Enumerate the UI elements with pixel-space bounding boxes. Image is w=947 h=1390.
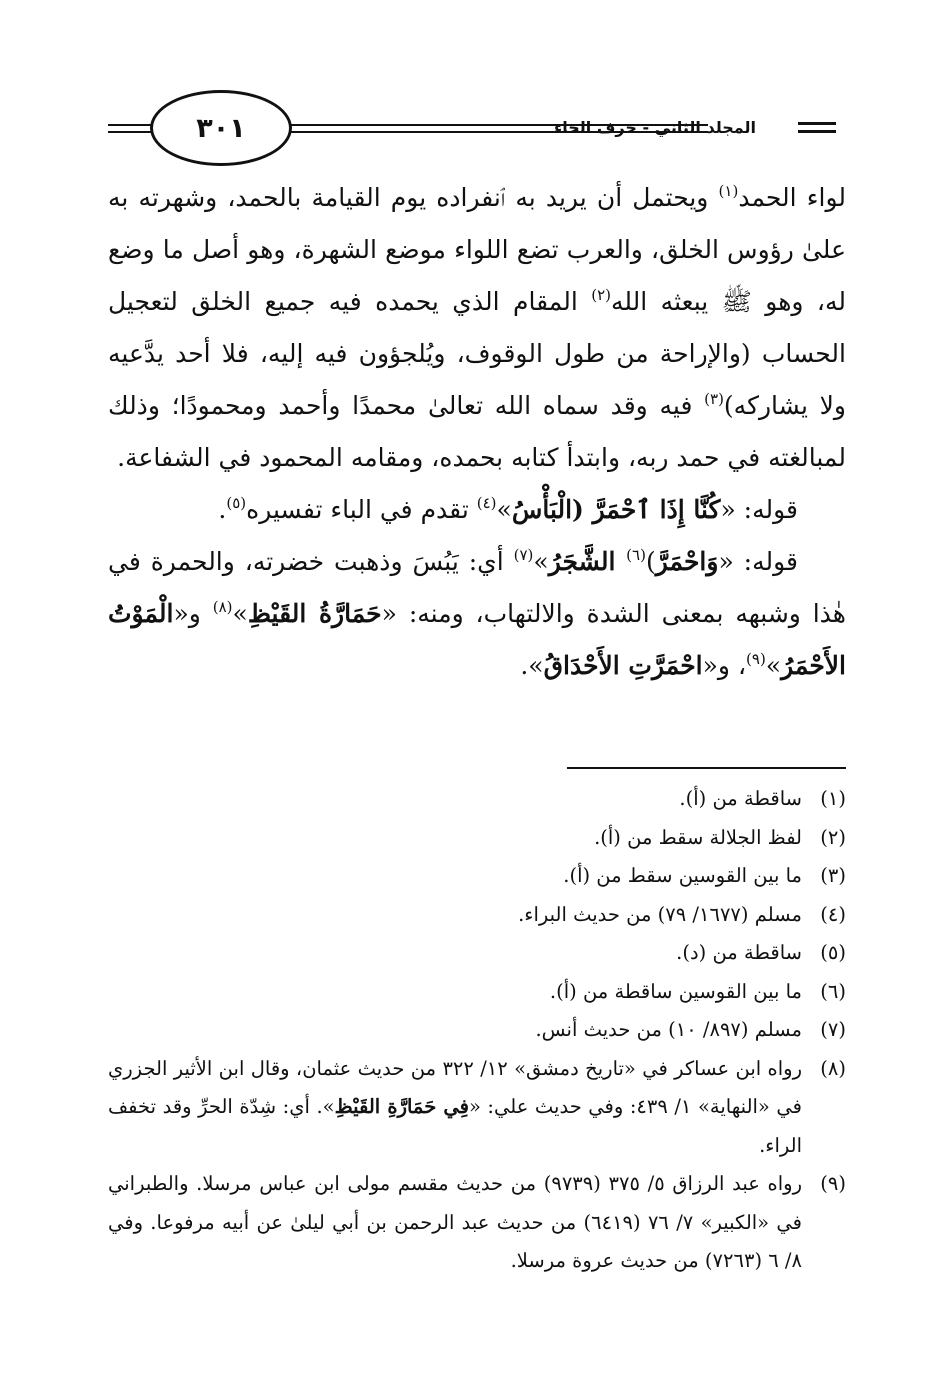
hadith-quote: الشَّجَرُ bbox=[548, 547, 627, 576]
footnote bbox=[108, 857, 846, 896]
paragraph: قوله: «كُنَّا إِذَا ٱحْمَرَّ (الْبَأْسُ»$^{(٤)}$ تقدم في الباء تفسيره$^{(٥)}$. bbox=[218, 494, 798, 524]
footnote-number: (٧) bbox=[820, 1018, 846, 1041]
footnote-text: لفظ الجلالة سقط من (أ). bbox=[594, 825, 802, 849]
header-rule bbox=[798, 130, 836, 133]
running-head bbox=[554, 112, 798, 144]
paragraph: قوله: «وَاحْمَرَّ)$^{(٦)}$ الشَّجَرُ»$^{(٧)}$ أي: يَبُسَ وذهبت خضرته، والحمرة في هٰذا وشبهه بمعنى الشدة والالتهاب، ومنه: «حَمَارَّةُ القَيْظِ»$^{(٨)}$ و«الْمَوْتُ الأَحْمَرُ»$^{(٩)}$، و«احْمَرَّتِ الأَحْدَاقُ». bbox=[108, 546, 846, 680]
header-rule bbox=[798, 122, 836, 125]
hadith-quote: وَاحْمَرَّ bbox=[655, 547, 719, 576]
hadith-quote: كُنَّا إِذَا ٱحْمَرَّ (الْبَأْسُ bbox=[511, 495, 721, 524]
footnotes bbox=[108, 780, 846, 1281]
footnote-ref: (١) bbox=[718, 182, 739, 200]
footnote-ref: (٦) bbox=[626, 546, 646, 564]
footnote bbox=[108, 819, 846, 858]
footnote-ref: (٢) bbox=[591, 286, 611, 304]
main-text bbox=[108, 172, 846, 692]
footnote-number: (٢) bbox=[820, 825, 846, 849]
page-header bbox=[108, 88, 836, 168]
footnote-text: ساقطة من (د). bbox=[676, 941, 802, 964]
footnote-number: (٨) bbox=[820, 1056, 846, 1080]
footnote-ref: (٣) bbox=[704, 390, 724, 408]
footnote-ref: (٤) bbox=[476, 494, 497, 512]
footnote-number: (٤) bbox=[820, 902, 846, 926]
hadith-quote: حَمَارَّةُ القَيْظِ bbox=[247, 599, 382, 628]
paragraph: لواء الحمد$^{(١)}$ ويحتمل أن يريد به ٱنفراده يوم القيامة بالحمد، وشهرته به علىٰ رؤوس الخلق، والعرب تضع اللواء موضع الشهرة، وهو أصل ما وضع له، وهو ﷺ يبعثه الله$^{(٢)}$ المقام الذي يحمده فيه جميع الخلق لتعجيل الحساب (والإراحة من طول الوقوف، ويُلجؤون فيه إليه، فلا أحد يدَّعيه ولا يشاركه)$^{(٣)}$ فيه وقد سماه الله تعالىٰ محمدًا وأحمد ومحمودًا؛ وذلك لمبالغته في حمد ربه، وابتدأ كتابه بحمده، ومقامه المحمود في الشفاعة. bbox=[108, 182, 847, 472]
page-number: ٣٠١ bbox=[196, 112, 246, 144]
footnote-separator bbox=[567, 767, 846, 769]
footnote-text: مسلم (٨٩٧/ ١٠) من حديث أنس. bbox=[535, 1018, 802, 1041]
footnote bbox=[108, 934, 846, 973]
footnote-number: (٥) bbox=[820, 941, 846, 964]
hadith-quote: احْمَرَّتِ الأَحْدَاقُ bbox=[543, 651, 703, 680]
footnote-text: رواه عبد الرزاق ٥/ ٣٧٥ (٩٧٣٩) من حديث مقسم مولى ابن عباس مرسلا. والطبراني في «الكبير» ٧/ ٧٦ (٦٤١٩) من حديث عبد الرحمن بن أبي ليلىٰ عن أبيه مرفوعا. وفي ٨/ ٦ (٧٢٦٣) من حديث عروة مرسلا. bbox=[108, 1172, 802, 1272]
footnote-ref: (٥) bbox=[226, 494, 247, 512]
footnote bbox=[108, 896, 846, 935]
footnote-text: رواه ابن عساكر في «تاريخ دمشق» ١٢/ ٣٢٢ من حديث عثمان، وقال ابن الأثير الجزري في «النهاية» ١/ ٤٣٩: وفي حديث علي: «فِي حَمَارَّةِ القَيْظِ». أي: شِدّة الحرِّ وقد تخفف الراء. bbox=[108, 1056, 802, 1157]
footnote bbox=[108, 1011, 846, 1050]
footnote-ref: (٧) bbox=[513, 546, 534, 564]
running-head-text: المجلد الثاني - حرف الحاء bbox=[554, 118, 756, 137]
footnote-number: (٣) bbox=[820, 864, 846, 887]
footnote-text: ما بين القوسين ساقطة من (أ). bbox=[549, 979, 802, 1003]
footnote bbox=[108, 973, 846, 1012]
footnote-ref: (٩) bbox=[746, 650, 766, 668]
hadith-quote: فِي حَمَارَّةِ القَيْظِ bbox=[334, 1095, 469, 1118]
footnote-number: (١) bbox=[820, 787, 846, 810]
footnote bbox=[108, 1050, 846, 1166]
page-number-circle bbox=[150, 90, 292, 166]
footnote-number: (٩) bbox=[820, 1172, 846, 1195]
footnote-text: ما بين القوسين سقط من (أ). bbox=[563, 864, 802, 887]
hadith-quote: الْمَوْتُ الأَحْمَرُ bbox=[108, 599, 846, 680]
footnote-ref: (٨) bbox=[212, 598, 233, 616]
footnote-number: (٦) bbox=[820, 979, 846, 1003]
footnote bbox=[108, 780, 846, 819]
footnote bbox=[108, 1165, 846, 1281]
footnote-text: مسلم (١٦٧٧/ ٧٩) من حديث البراء. bbox=[518, 902, 802, 926]
footnote-text: ساقطة من (أ). bbox=[679, 787, 802, 810]
